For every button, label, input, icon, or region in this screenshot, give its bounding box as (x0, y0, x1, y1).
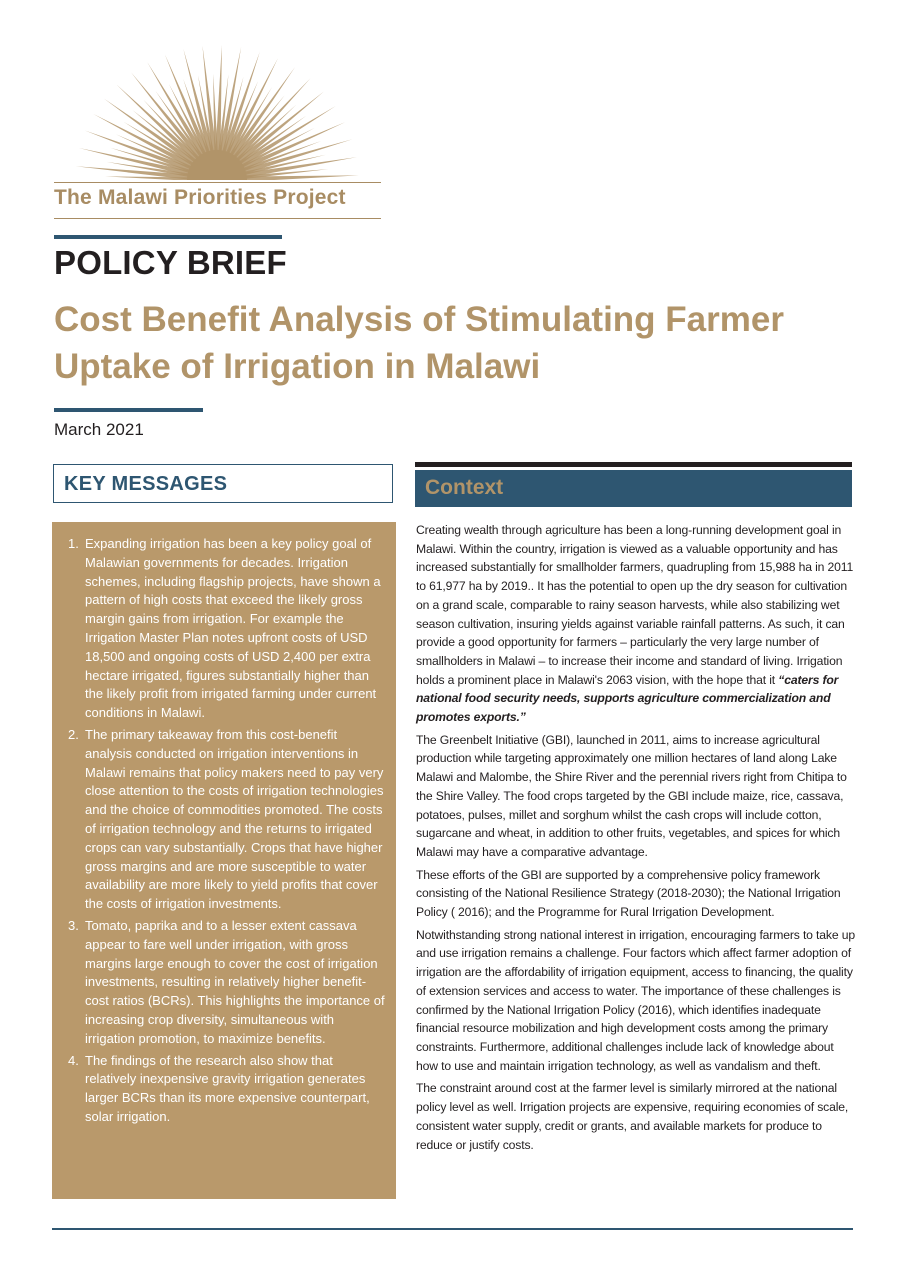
context-top-rule (415, 462, 852, 467)
key-messages-heading-box (53, 464, 393, 503)
context-heading: Context (425, 476, 504, 499)
item-number: 3. (68, 917, 79, 933)
context-paragraph: The constraint around cost at the farmer level is similarly mirrored at the national policy level as well. Irrigation projects are expensive, requiring economies of scale, consistent water supply, credit or grants, and available markets for produce to reduce or justify costs. (416, 1081, 849, 1152)
context-paragraph: The Greenbelt Initiative (GBI), launched in 2011, aims to increase agricultural production while targeting approximately one million hectares of land along Lake Malawi and Malombe, the Shire River and the perennial rivers right from Chitipa to the Shire Valley. The food crops targeted by the GBI include maize, rice, cassava, potatoes, pulses, millet and sorghum whilst the cash crops will include cotton, sugarcane and wheat, in addition to other fruits, vegetables, and spices for which Malawi may have a comparative advantage. (416, 732, 847, 859)
context-paragraph: Notwithstanding strong national interest in irrigation, encouraging farmers to take up and use irrigation remains a challenge. Four factors which affect farmer adoption of irrigation are the affordability of irrigation equipment, access to financing, the quality of extension services and access to water. The importance of these challenges is confirmed by the National Irrigation Policy (2016), which identifies inadequate financial resource mobilization and high development costs among the primary constraints. Furthermore, additional challenges include lack of knowledge about how to use and maintain irrigation technology, as well as vandalism and theft. (416, 927, 855, 1073)
context-paragraph: These efforts of the GBI are supported by a comprehensive policy framework consisting of the National Resilience Strategy (2018-2030); the National Irrigation Policy ( 2016); and the Programme for Rural Irrigation Development. (416, 867, 841, 920)
key-messages-heading: KEY MESSAGES (64, 473, 228, 495)
item-text: The findings of the research also show that relatively inexpensive gravity irrigation generates larger BCRs than its more expensive counterpart, solar irrigation. (85, 1052, 370, 1124)
item-text: The primary takeaway from this cost-benefit analysis conducted on irrigation interventions in Malawi remains that policy makers need to pay very close attention to the costs of irrigation technologies and the choice of commodities promoted. The costs of irrigation technology and the returns to irrigated crops can vary substantially. Crops that have higher gross margins and are more susceptible to water availability are more likely to yield profits that cover the costs of irrigation investments. (85, 726, 384, 912)
list-item (68, 726, 386, 914)
header-rule (54, 235, 282, 239)
context-body (416, 521, 856, 1158)
project-name: The Malawi Priorities Project (54, 186, 346, 209)
doc-type: POLICY BRIEF (54, 244, 287, 281)
item-number: 2. (68, 726, 79, 742)
item-number: 4. (68, 1052, 79, 1068)
list-item (68, 1052, 386, 1127)
list-item (68, 535, 386, 723)
context-paragraph (416, 521, 856, 727)
context-heading-band (415, 470, 852, 507)
logo-rule-top (54, 182, 381, 183)
item-text: Expanding irrigation has been a key policy goal of Malawian governments for decades. Irrigation schemes, including flagship projects, have shown a pattern of high costs that exceed the likely gross margin gains from irrigation. For example the Irrigation Master Plan notes upfront costs of USD 18,500 and ongoing costs of USD 2,400 per extra hectare irrigated, figures substantially higher than the likely profit from irrigated farming under current conditions in Malawi. (85, 536, 381, 721)
vision-quote: “caters for national food security needs, supports agriculture commercialization and promotes exports.” (416, 672, 839, 725)
list-item (68, 917, 386, 1049)
publication-date: March 2021 (54, 420, 144, 439)
item-number: 1. (68, 536, 79, 551)
page-title: Cost Benefit Analysis of Stimulating Farmer Uptake of Irrigation in Malawi (54, 300, 784, 386)
footer-rule (52, 1228, 853, 1230)
logo-rule-bottom (54, 218, 381, 219)
item-text: Tomato, paprika and to a lesser extent cassava appear to fare well under irrigation, with gross margins large enough to cover the cost of irrigation investments, resulting in relatively higher benefit-cost ratios (BCRs). This highlights the importance of increasing crop diversity, simultaneous with irrigation promotion, to maximize benefits. (85, 917, 385, 1046)
key-messages-list (68, 535, 386, 1130)
sunburst-icon (52, 30, 382, 180)
title-rule (54, 408, 203, 412)
paragraph-text: Creating wealth through agriculture has been a long-running development goal in Malawi. Within the country, irrigation is viewed as a valuable opportunity and has increased substantially for smallholder farmers, quadrupling from 15,988 ha in 2011 to 61,977 ha by 2019.. It has the potential to open up the dry season for cultivation on a grand scale, comparable to rainy season harvests, while also stabilizing wet season cultivation, insuring yields against variable rainfall patterns. As such, it can provide a good opportunity for farmers – particularly the very large number of smallholders in Malawi – to increase their income and standard of living. Irrigation holds a prominent place in Malawi's 2063 vision, with the hope that it (416, 523, 854, 687)
